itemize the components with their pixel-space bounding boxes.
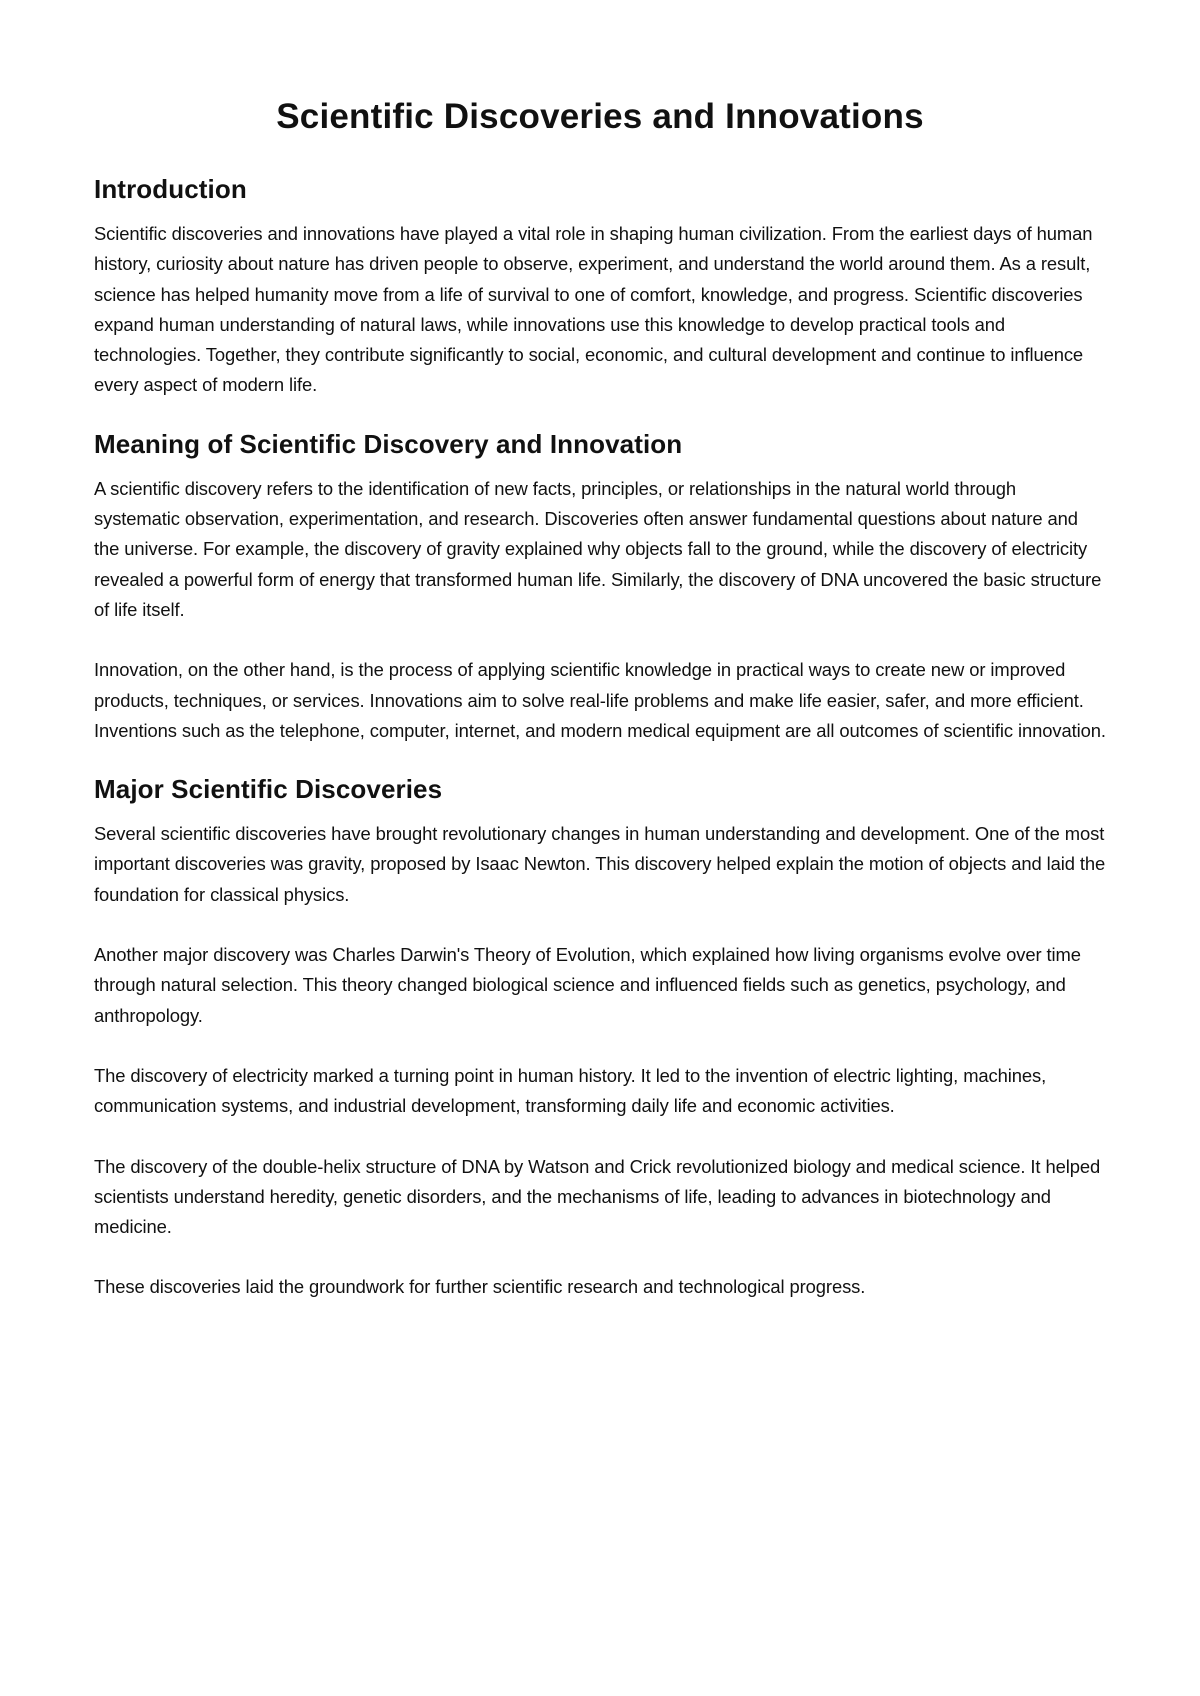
introduction-paragraph: Scientific discoveries and innovations have played a vital role in shaping human civilization. From the earliest days of human history, curiosity about nature has driven people to observe, experiment, and understand the world around them. As a result, science has helped humanity move from a life of survival to one of comfort, knowledge, and progress. Scientific discoveries expand human understanding of natural laws, while innovations use this knowledge to develop practical tools and technologies. Together, they contribute significantly to social, economic, and cultural development and continue to influence every aspect of modern life. [94, 223, 1093, 396]
meaning-paragraph-innovation: Innovation, on the other hand, is the process of applying scientific knowledge in practical ways to create new or improved products, techniques, or services. Innovations aim to solve real-life problems and make life easier, safer, and more efficient. Inventions such as the telephone, computer, internet, and modern medical equipment are all outcomes of scientific innovation. [94, 659, 1106, 741]
section-heading-meaning: Meaning of Scientific Discovery and Innovation [94, 428, 683, 459]
section-heading-major-discoveries: Major Scientific Discoveries [94, 774, 443, 805]
document-title: Scientific Discoveries and Innovations [276, 97, 924, 136]
major-paragraph-evolution: Another major discovery was Charles Darwin's Theory of Evolution, which explained how living organisms evolve over time through natural selection. This theory changed biological science and influenced fields such as genetics, psychology, and anthropology. [94, 944, 1081, 1026]
major-paragraph-conclusion: These discoveries laid the groundwork for further scientific research and technological progress. [94, 1276, 866, 1298]
major-paragraph-dna: The discovery of the double-helix structure of DNA by Watson and Crick revolutionized biology and medical science. It helped scientists understand heredity, genetic disorders, and the mechanisms of life, leading to advances in biotechnology and medicine. [94, 1155, 1101, 1238]
meaning-paragraph-discovery: A scientific discovery refers to the identification of new facts, principles, or relationships in the natural world through systematic observation, experimentation, and research. Discoveries often answer fundamental questions about nature and the universe. For example, the discovery of gravity explained why objects fall to the ground, while the discovery of electricity revealed a powerful form of energy that transformed human life. Similarly, the discovery of DNA uncovered the basic structure of life itself. [94, 477, 1102, 620]
major-paragraph-electricity: The discovery of electricity marked a turning point in human history. It led to the invention of electric lighting, machines, communication systems, and industrial development, transforming daily life and economic activities. [94, 1064, 1047, 1117]
section-heading-introduction: Introduction [94, 174, 247, 204]
major-paragraph-gravity: Several scientific discoveries have brought revolutionary changes in human understanding and development. One of the most important discoveries was gravity, proposed by Isaac Newton. This discovery helped explain the motion of objects and laid the foundation for classical physics. [94, 823, 1106, 905]
